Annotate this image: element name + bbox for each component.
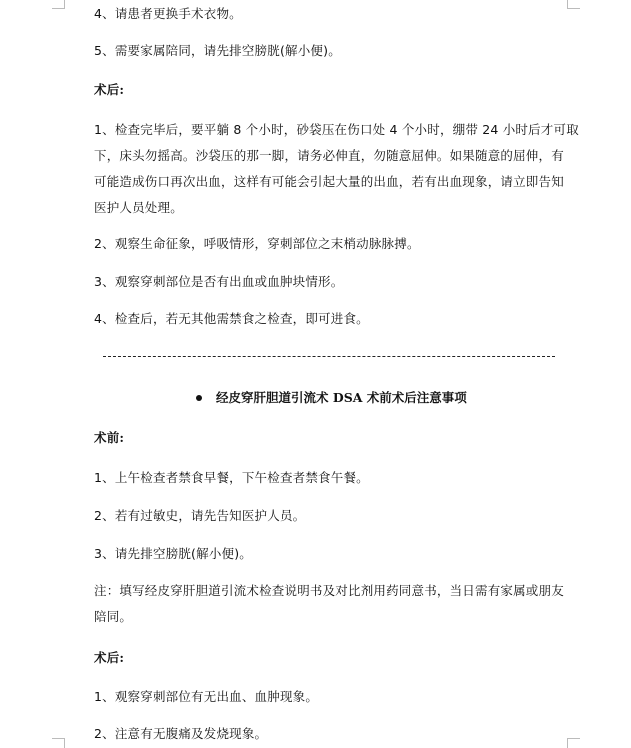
- pre-item-5: 5、需要家属陪同，请先排空膀胱(解小便)。: [94, 43, 341, 58]
- bullet-icon: [196, 395, 202, 401]
- post-heading-2: 术后:: [94, 650, 125, 665]
- post-item-4: 4、检查后，若无其他需禁食之检查，即可进食。: [94, 311, 369, 326]
- pre-item-3: 3、请先排空膀胱(解小便)。: [94, 546, 253, 561]
- post-heading-1: 术后:: [94, 82, 125, 97]
- pre-item-4: 4、请患者更换手术衣物。: [94, 6, 242, 21]
- post-item-1-line-4: 医护人员处理。: [94, 200, 183, 215]
- pre-item-2: 2、若有过敏史，请先告知医护人员。: [94, 508, 306, 523]
- post-item-2: 2、观察生命征象，呼吸情形，穿刺部位之末梢动脉脉搏。: [94, 236, 420, 251]
- post-item-3: 3、观察穿刺部位是否有出血或血肿块情形。: [94, 274, 344, 289]
- post2-item-1: 1、观察穿刺部位有无出血、血肿现象。: [94, 689, 319, 704]
- post-item-1-line-2: 下，床头勿摇高。沙袋压的那一脚，请务必伸直，勿随意屈伸。如果随意的屈伸，有: [94, 148, 564, 163]
- note-line-1: 注：填写经皮穿肝胆道引流术检查说明书及对比剂用药同意书，当日需有家属或朋友: [94, 583, 564, 598]
- section-title: [196, 385, 467, 411]
- pre-item-1: 1、上午检查者禁食早餐，下午检查者禁食午餐。: [94, 470, 369, 485]
- post2-item-2: 2、注意有无腹痛及发烧现象。: [94, 726, 268, 741]
- section-title-text: 经皮穿肝胆道引流术 DSA 术前术后注意事项: [216, 390, 467, 405]
- post-item-1-line-1: 1、检查完毕后，要平躺 8 个小时，砂袋压在伤口处 4 个小时，绷带 24 小时后才可取: [94, 122, 579, 137]
- post-item-1-line-3: 可能造成伤口再次出血，这样有可能会引起大量的出血，若有出血现象，请立即告知: [94, 174, 564, 189]
- section-divider: [103, 356, 555, 357]
- crop-mark-top-right: [567, 0, 580, 9]
- crop-mark-top-left: [52, 0, 65, 9]
- pre-heading: 术前:: [94, 430, 125, 445]
- note-line-2: 陪同。: [94, 609, 133, 624]
